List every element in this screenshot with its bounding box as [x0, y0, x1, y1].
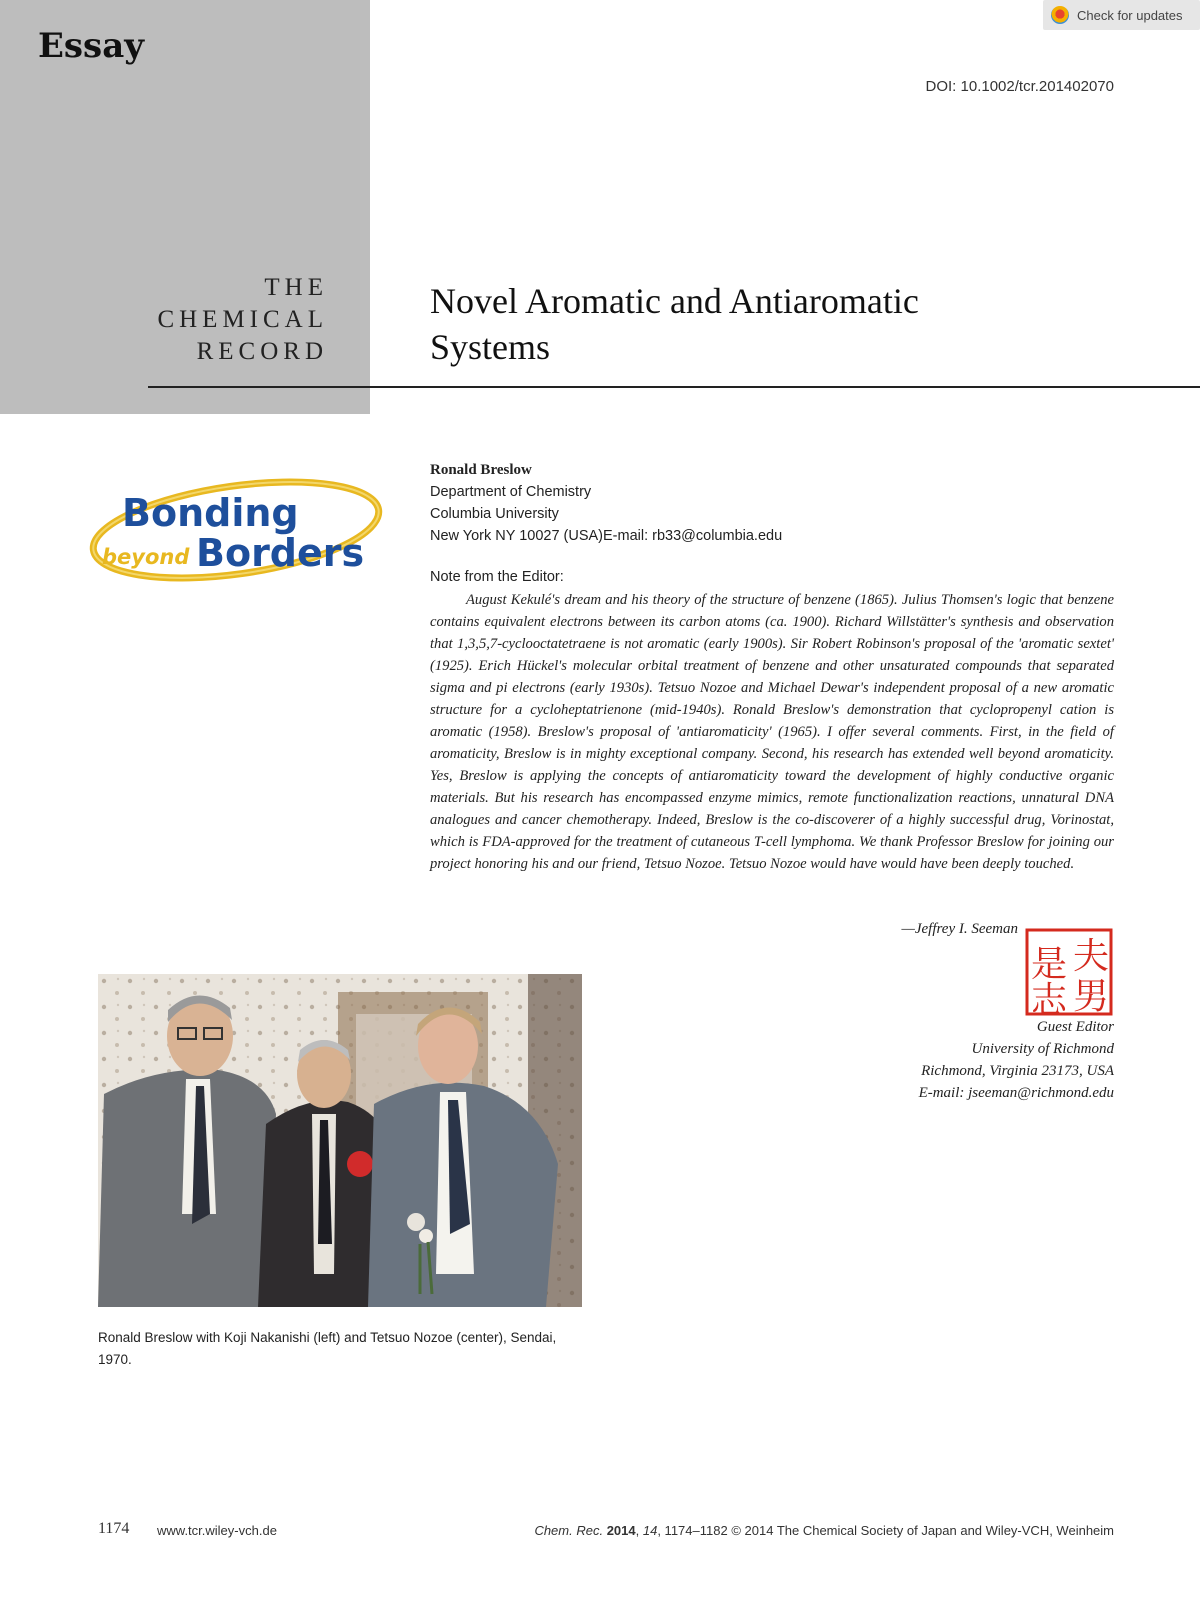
title-rule	[148, 386, 1200, 388]
guest-editor-city: Richmond, Virginia 23173, USA	[921, 1063, 1114, 1079]
seal-char: 志	[1031, 980, 1068, 1016]
title-line: Novel Aromatic and Antiaromatic	[430, 281, 919, 321]
bonding-beyond-borders-logo	[88, 474, 388, 586]
seal-char: 男	[1073, 976, 1110, 1016]
journal-abbrev: Chem. Rec.	[534, 1523, 604, 1538]
logo-word-beyond: beyond	[102, 545, 190, 569]
crossmark-icon	[1051, 6, 1069, 24]
check-updates-label: Check for updates	[1077, 7, 1183, 23]
citation-volume: 14	[642, 1523, 658, 1538]
seal-char: 是	[1031, 944, 1068, 985]
article-title	[430, 278, 1170, 370]
seal-char: 夫	[1073, 936, 1110, 977]
guest-editor-institution: University of Richmond	[971, 1041, 1114, 1057]
citation-line: Chem. Rec. 2014, 14, 1174–1182 © 2014 The Chemical Society of Japan and Wiley-VCH, Weinheim	[534, 1523, 1114, 1538]
author-university: Columbia University	[430, 506, 559, 522]
title-line: Systems	[430, 327, 551, 367]
check-updates-button[interactable]	[1043, 0, 1200, 30]
journal-name-line: CHEMICAL	[157, 306, 328, 333]
logo-word-borders: Borders	[196, 531, 365, 575]
page-number: 1174	[98, 1520, 130, 1537]
author-block	[430, 459, 1130, 547]
citation-year: 2014	[606, 1523, 636, 1538]
seal-stamp-icon	[1025, 928, 1113, 1016]
citation-pages: , 1174–1182	[657, 1523, 728, 1538]
historical-photo	[98, 974, 582, 1307]
journal-name-line: THE	[264, 274, 328, 301]
editor-note-heading: Note from the Editor:	[430, 569, 564, 585]
guest-editor-email[interactable]: E-mail: jseeman@richmond.edu	[918, 1085, 1114, 1101]
editor-note-text: August Kekulé's dream and his theory of the structure of benzene (1865). Julius Thomsen's logic that benzene contains equivalent electrons between its carbon atoms (ca. 1900). Richard Willstätter's synthesis and observation that 1,3,5,7-cyclooctatetraene is not aromatic (early 1900s). Sir Robert Robinson's proposal of the 'aromatic sextet' (1925). Erich Hückel's molecular orbital treatment of benzene and other unsaturated compounds that separated sigma and pi electrons (early 1930s). Tetsuo Nozoe and Michael Dewar's independent proposal of a new aromatic structure for a cycloheptatrienone (mid-1940s). Ronald Breslow's demonstration that cyclopropenyl cation is aromatic (1958). Breslow's proposal of 'antiaromaticity' (1965). I offer several comments. First, in the field of aromaticity, Breslow is in mighty exceptional company. Second, his research has extended well beyond aromaticity. Yes, Breslow is applying the concepts of antiaromaticity toward the development of highly conductive organic materials. But his research has encompassed enzyme mimics, remote functionalization reactions, unnatural DNA analogues and cancer chemotherapy. Indeed, Breslow is the co-discoverer of a highly successful drug, Vorinostat, which is FDA-approved for the treatment of cutaneous T-cell lymphoma. We thank Professor Breslow for joining our project honoring his and our friend, Tetsuo Nozoe. Tetsuo Nozoe would have would have been deeply touched.	[430, 592, 1114, 872]
guest-editor-info	[780, 1016, 1114, 1104]
journal-website[interactable]: www.tcr.wiley-vch.de	[157, 1523, 277, 1538]
journal-name	[120, 272, 328, 368]
journal-name-line: RECORD	[196, 338, 328, 365]
section-label: Essay	[38, 26, 144, 66]
guest-editor-role: Guest Editor	[1036, 1019, 1114, 1035]
author-department: Department of Chemistry	[430, 484, 592, 500]
photo-caption: Ronald Breslow with Koji Nakanishi (left) and Tetsuo Nozoe (center), Sendai, 1970.	[98, 1330, 557, 1367]
author-name: Ronald Breslow	[430, 462, 532, 478]
author-address: New York NY 10027 (USA)E-mail: rb33@columbia.edu	[430, 528, 783, 544]
copyright: © 2014 The Chemical Society of Japan and Wiley-VCH, Weinheim	[731, 1523, 1114, 1538]
editor-signature: —Jeffrey I. Seeman	[901, 921, 1018, 937]
logo-word-bonding: Bonding	[122, 491, 299, 535]
doi[interactable]: DOI: 10.1002/tcr.201402070	[925, 78, 1114, 95]
